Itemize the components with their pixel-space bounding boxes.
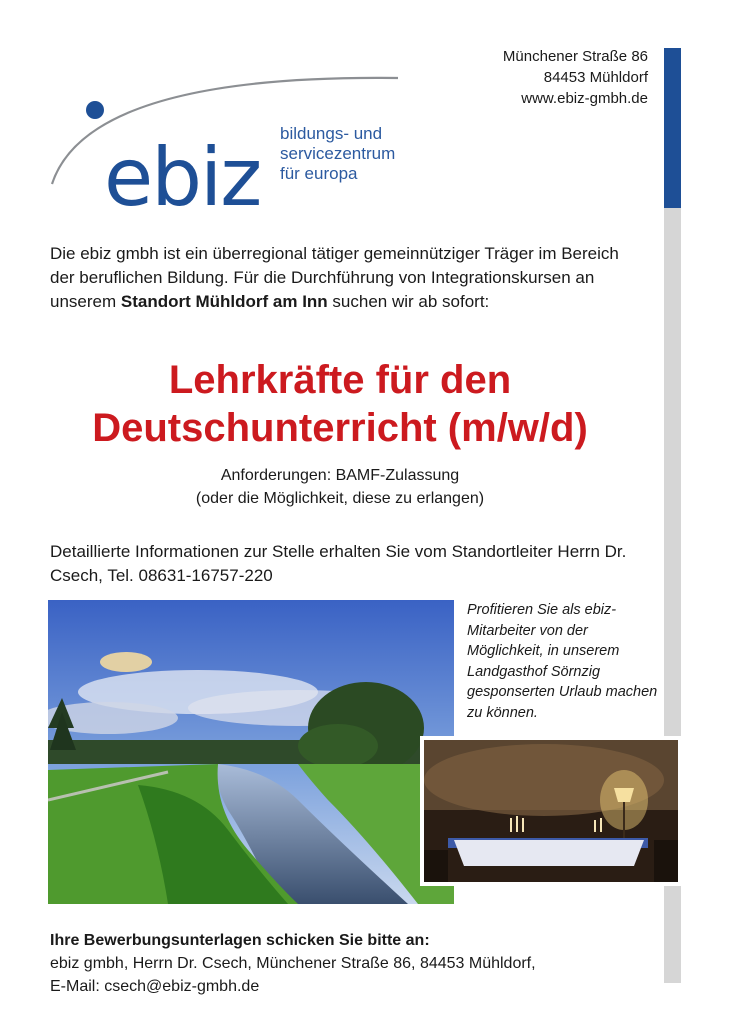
ebiz-logo	[48, 44, 408, 224]
intro-lead: Die ebiz gmbh ist ein überregional tätiger gemeinnütziger Träger im Bereich der beruflichen Bildung. Für die Durchführung von Integrationskursen an unserem	[50, 244, 619, 311]
intro-paragraph	[50, 242, 630, 314]
logo-tagline	[280, 124, 395, 184]
job-title	[30, 356, 650, 452]
logo-tagline-line: bildungs- und	[280, 124, 383, 143]
logo-tagline-line: für europa	[280, 164, 358, 183]
application-email-link[interactable]: E-Mail: csech@ebiz-gmbh.de	[50, 978, 260, 995]
dining-room-photo	[420, 736, 682, 886]
job-title-line: Deutschunterricht (m/w/d)	[92, 406, 588, 450]
company-address	[503, 46, 648, 109]
employee-benefit-note: Profitieren Sie als ebiz-Mitarbeiter von der Möglichkeit, in unserem Landgasthof Sörnzig gesponserten Urlaub machen zu können.	[467, 602, 658, 721]
requirements	[30, 464, 650, 510]
intro-location: Standort Mühldorf am Inn	[120, 292, 328, 311]
application-heading: Ihre Bewerbungsunterlagen schicken Sie bitte an:	[50, 932, 430, 949]
sidebar-accent-bar	[664, 48, 681, 208]
address-city: 84453 Mühldorf	[543, 69, 648, 86]
logo-tagline-line: servicezentrum	[280, 144, 396, 163]
address-street: Münchener Straße 86	[502, 48, 648, 65]
logo-wordmark: ebiz	[104, 131, 261, 224]
job-title-line: Lehrkräfte für den	[168, 358, 512, 402]
requirements-line: (oder die Möglichkeit, diese zu erlangen)	[195, 490, 485, 507]
river-landscape-photo	[48, 600, 454, 904]
application-address: ebiz gmbh, Herrn Dr. Csech, Münchener Straße 86, 84453 Mühldorf,	[50, 955, 536, 972]
contact-details: Detaillierte Informationen zur Stelle erhalten Sie vom Standortleiter Herrn Dr. Csech, Tel. 08631-16757-220	[50, 542, 627, 585]
address-website-link[interactable]: www.ebiz-gmbh.de	[521, 90, 648, 107]
requirements-line: Anforderungen: BAMF-Zulassung	[220, 467, 460, 484]
intro-tail: suchen wir ab sofort:	[327, 292, 490, 311]
